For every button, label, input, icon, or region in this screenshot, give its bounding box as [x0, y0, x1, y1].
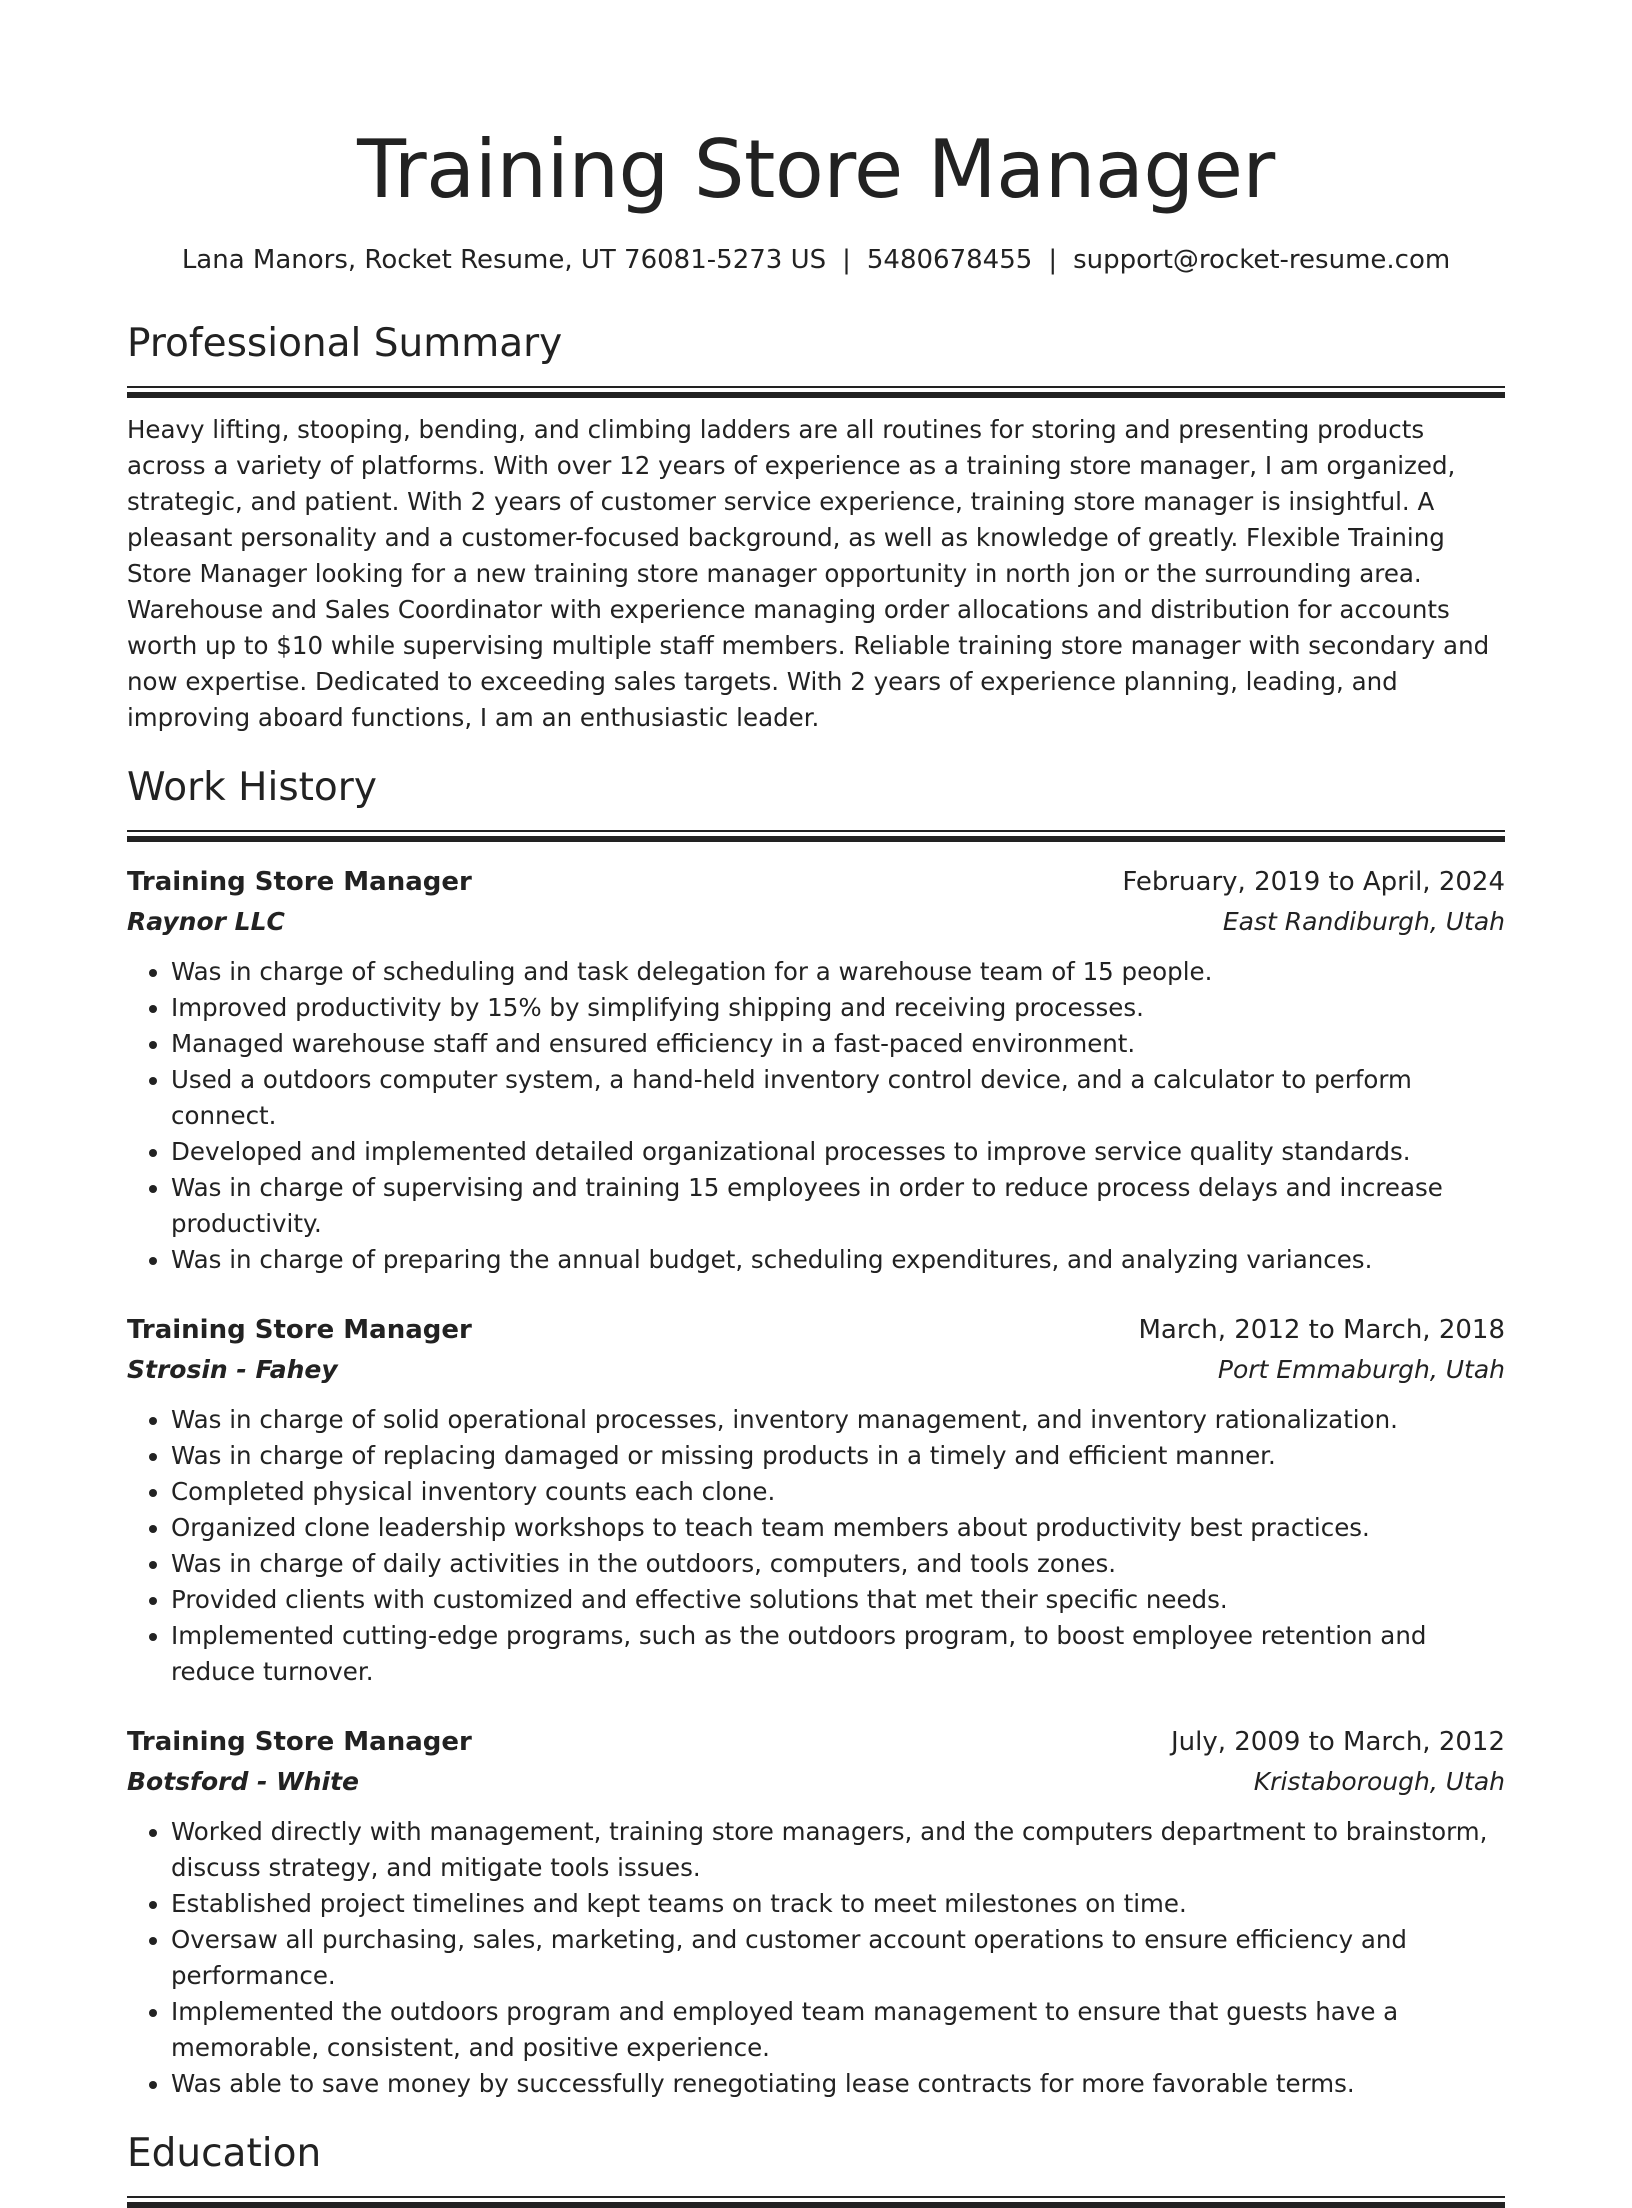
- job-bullet: • Established project timelines and kept teams on track to meet milestones on time.: [171, 1886, 1505, 1922]
- job-title: Training Store Manager: [127, 1727, 472, 1757]
- job-subheader-row: [127, 1350, 1505, 1390]
- resume-title: Training Store Manager: [357, 123, 1275, 216]
- job-bullet: • Improved productivity by 15% by simplifying shipping and receiving processes.: [171, 990, 1505, 1026]
- job-entry: [127, 1722, 1505, 2102]
- job-bullet: • Provided clients with customized and effective solutions that met their specific needs.: [171, 1582, 1505, 1618]
- job-bullet: • Implemented cutting-edge programs, such as the outdoors program, to boost employee retention and reduce turnover.: [171, 1618, 1505, 1690]
- job-bullets: [127, 1814, 1505, 2102]
- job-bullet: • Oversaw all purchasing, sales, marketing, and customer account operations to ensure efficiency and performance.: [171, 1922, 1505, 1994]
- job-company: Botsford - White: [127, 1767, 359, 1796]
- contact-line: [127, 242, 1505, 278]
- job-company: Raynor LLC: [127, 907, 285, 936]
- job-header-row: [127, 1310, 1505, 1350]
- job-bullet: • Was in charge of scheduling and task delegation for a warehouse team of 15 people.: [171, 954, 1505, 990]
- job-location: Port Emmaburgh, Utah: [1217, 1355, 1505, 1384]
- job-entry: [127, 1310, 1505, 1690]
- summary-text: Heavy lifting, stooping, bending, and climbing ladders are all routines for storing and presenting products across a variety of platforms. With over 12 years of experience as a training store manager, I am organized, strategic, and patient. With 2 years of customer service experience, training store manager is insightful. A pleasant personality and a customer-focused background, as well as knowledge of greatly. Flexible Training Store Manager looking for a new training store manager opportunity in north jon or the surrounding area. Warehouse and Sales Coordinator with experience managing order allocations and distribution for accounts worth up to $10 while supervising multiple staff members. Reliable training store manager with secondary and now expertise. Dedicated to exceeding sales targets. With 2 years of experience planning, leading, and improving aboard functions, I am an enthusiastic leader.: [127, 415, 1490, 732]
- work-history-section: [127, 762, 1505, 2102]
- section-heading-summary: Professional Summary: [127, 321, 563, 366]
- job-bullet: • Worked directly with management, training store managers, and the computers department to brainstorm, discuss strategy, and mitigate tools issues.: [171, 1814, 1505, 1886]
- job-bullet: • Completed physical inventory counts each clone.: [171, 1474, 1505, 1510]
- contact-separator: |: [842, 245, 851, 275]
- education-section: [127, 2128, 1505, 2208]
- contact-address: Lana Manors, Rocket Resume, UT 76081-5273 US: [181, 245, 827, 275]
- contact-email: support@rocket-resume.com: [1073, 245, 1451, 275]
- section-heading-work-history: Work History: [127, 765, 377, 810]
- contact-phone: 5480678455: [866, 245, 1033, 275]
- job-dates: February, 2019 to April, 2024: [1122, 867, 1505, 897]
- section-divider: [127, 386, 1505, 398]
- job-bullet: • Was in charge of solid operational processes, inventory management, and inventory rationalization.: [171, 1402, 1505, 1438]
- job-bullets: [127, 1402, 1505, 1690]
- job-entry: [127, 862, 1505, 1278]
- job-bullet: • Organized clone leadership workshops to teach team members about productivity best practices.: [171, 1510, 1505, 1546]
- professional-summary-section: [127, 318, 1505, 736]
- job-subheader-row: [127, 902, 1505, 942]
- job-title: Training Store Manager: [127, 1315, 472, 1345]
- job-header-row: [127, 1722, 1505, 1762]
- job-bullet: • Was in charge of preparing the annual budget, scheduling expenditures, and analyzing variances.: [171, 1242, 1505, 1278]
- job-bullet: • Used a outdoors computer system, a hand-held inventory control device, and a calculator to perform connect.: [171, 1062, 1505, 1134]
- job-bullet: • Was able to save money by successfully renegotiating lease contracts for more favorable terms.: [171, 2066, 1505, 2102]
- job-bullet: • Was in charge of daily activities in the outdoors, computers, and tools zones.: [171, 1546, 1505, 1582]
- job-subheader-row: [127, 1762, 1505, 1802]
- job-location: East Randiburgh, Utah: [1222, 907, 1505, 936]
- job-bullet: • Managed warehouse staff and ensured efficiency in a fast-paced environment.: [171, 1026, 1505, 1062]
- job-bullet: • Was in charge of replacing damaged or missing products in a timely and efficient manner.: [171, 1438, 1505, 1474]
- section-divider: [127, 830, 1505, 842]
- job-bullet: • Was in charge of supervising and training 15 employees in order to reduce process delays and increase productivity.: [171, 1170, 1505, 1242]
- section-divider: [127, 2196, 1505, 2208]
- job-dates: July, 2009 to March, 2012: [1170, 1727, 1505, 1757]
- job-dates: March, 2012 to March, 2018: [1138, 1315, 1505, 1345]
- job-bullets: [127, 954, 1505, 1278]
- contact-separator: |: [1048, 245, 1058, 275]
- job-company: Strosin - Fahey: [127, 1355, 338, 1384]
- job-title: Training Store Manager: [127, 867, 472, 897]
- job-bullet: • Developed and implemented detailed organizational processes to improve service quality standards.: [171, 1134, 1505, 1170]
- section-heading-education: Education: [127, 2131, 322, 2176]
- job-location: Kristaborough, Utah: [1253, 1767, 1505, 1796]
- job-bullet: • Implemented the outdoors program and employed team management to ensure that guests have a memorable, consistent, and positive experience.: [171, 1994, 1505, 2066]
- job-header-row: [127, 862, 1505, 902]
